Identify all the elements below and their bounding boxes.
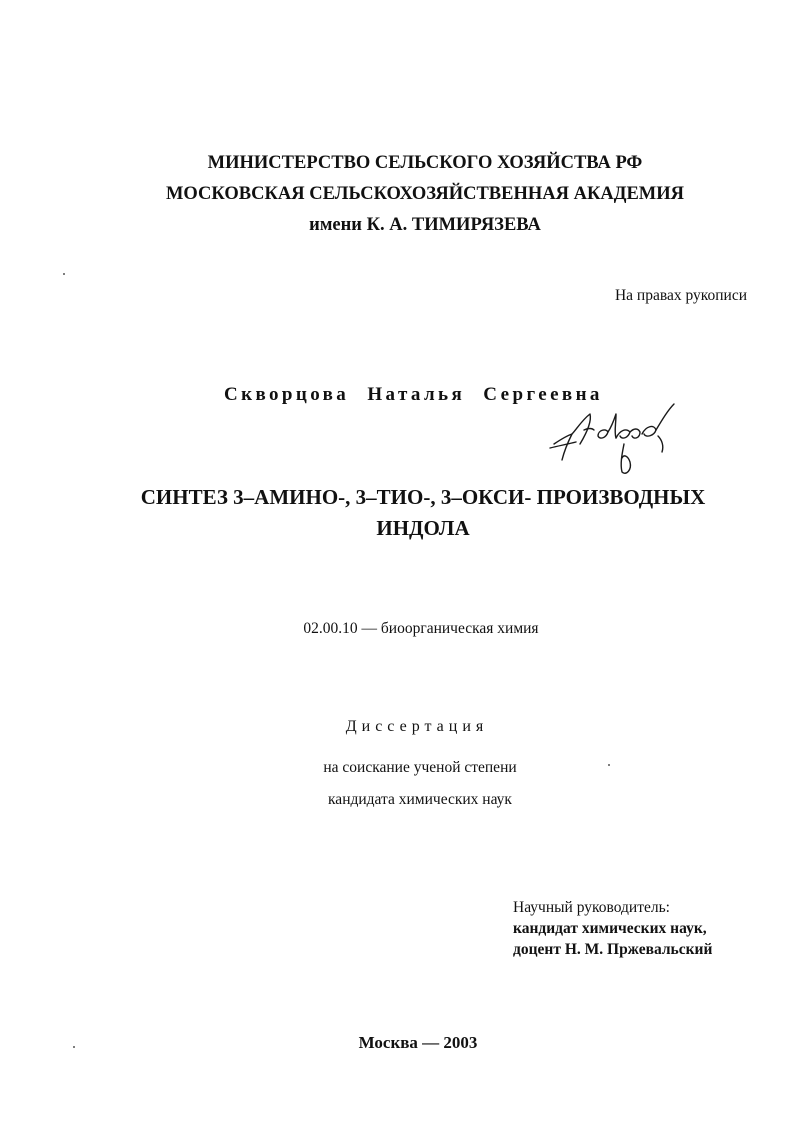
degree-name: кандидата химических наук bbox=[328, 791, 512, 808]
handwritten-signature bbox=[546, 400, 686, 484]
degree-purpose: на соискание ученой степени bbox=[323, 759, 517, 776]
supervisor-label: Научный руководитель: bbox=[513, 899, 670, 916]
title-line: СИНТЕЗ 3–АМИНО-, 3–ТИО-, 3–ОКСИ- ПРОИЗВОДНЫХ bbox=[140, 485, 706, 509]
supervisor-name: доцент Н. М. Пржевальский bbox=[513, 941, 713, 958]
author-name: Скворцова Наталья Сергеевна bbox=[224, 384, 603, 405]
city-year: Москва — 2003 bbox=[358, 1033, 478, 1052]
supervisor-degree: кандидат химических наук, bbox=[513, 920, 707, 937]
specialty-code: 02.00.10 — биоорганическая химия bbox=[303, 620, 539, 637]
ministry-name: МИНИСТЕРСТВО СЕЛЬСКОГО ХОЗЯЙСТВА РФ bbox=[207, 153, 643, 173]
dissertation-title bbox=[0, 482, 793, 544]
institution-header bbox=[0, 148, 793, 241]
document-type: Диссертация bbox=[345, 718, 489, 735]
supervisor-block bbox=[513, 897, 712, 960]
title-line: ИНДОЛА bbox=[376, 516, 470, 540]
scan-speck bbox=[63, 273, 65, 275]
academy-name: МОСКОВСКАЯ СЕЛЬСКОХОЗЯЙСТВЕННАЯ АКАДЕМИЯ bbox=[165, 184, 685, 204]
manuscript-rights-note: На правах рукописи bbox=[614, 287, 747, 304]
academy-named-after: имени К. А. ТИМИРЯЗЕВА bbox=[309, 215, 541, 235]
